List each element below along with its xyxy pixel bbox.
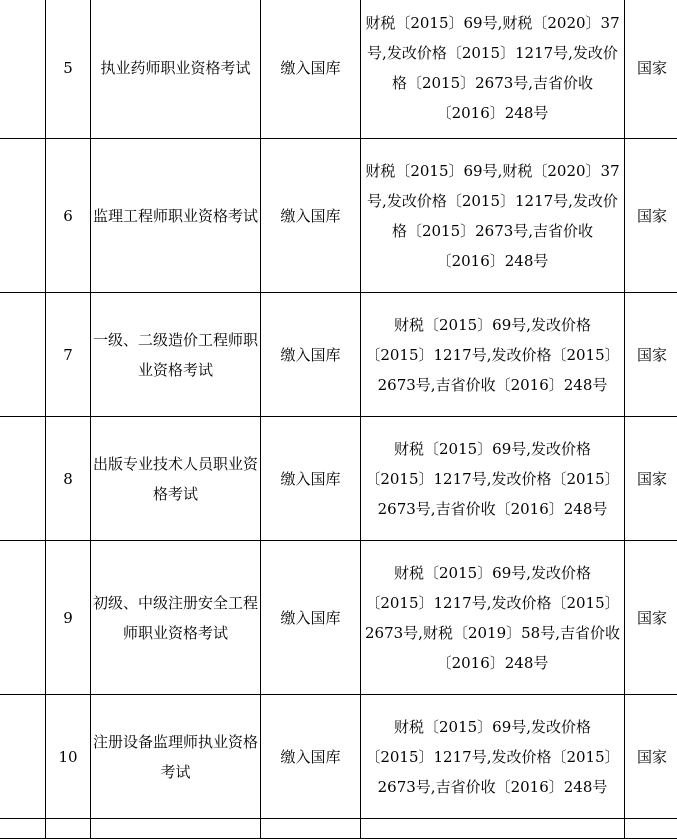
table-row	[0, 541, 677, 695]
row-number: 9	[46, 541, 91, 695]
blank-cell	[0, 0, 46, 139]
row-number: 6	[46, 139, 91, 293]
blank-cell	[0, 695, 46, 819]
level: 国家	[625, 139, 677, 293]
row-number: 5	[46, 0, 91, 139]
table-row	[0, 0, 677, 139]
policy-basis: 财税〔2015〕69号,发改价格〔2015〕1217号,发改价格〔2015〕2673号,财税〔2019〕58号,吉省价收〔2016〕248号	[361, 541, 625, 695]
collection-method: 缴入国库	[261, 541, 361, 695]
blank-cell	[0, 417, 46, 541]
table-row	[0, 293, 677, 417]
exam-name: 监理工程师职业资格考试	[91, 139, 261, 293]
level: 国家	[625, 0, 677, 139]
blank-cell	[625, 819, 677, 839]
blank-cell	[361, 819, 625, 839]
collection-method: 缴入国库	[261, 695, 361, 819]
level: 国家	[625, 541, 677, 695]
blank-cell	[91, 819, 261, 839]
row-number: 7	[46, 293, 91, 417]
collection-method: 缴入国库	[261, 139, 361, 293]
collection-method: 缴入国库	[261, 417, 361, 541]
exam-name: 初级、中级注册安全工程师职业资格考试	[91, 541, 261, 695]
policy-basis: 财税〔2015〕69号,发改价格〔2015〕1217号,发改价格〔2015〕2673号,吉省价收〔2016〕248号	[361, 695, 625, 819]
exam-name: 一级、二级造价工程师职业资格考试	[91, 293, 261, 417]
blank-cell	[0, 139, 46, 293]
table-row	[0, 417, 677, 541]
table-row-partial	[0, 819, 677, 839]
row-number: 8	[46, 417, 91, 541]
collection-method: 缴入国库	[261, 0, 361, 139]
level: 国家	[625, 293, 677, 417]
blank-cell	[0, 541, 46, 695]
exam-name: 执业药师职业资格考试	[91, 0, 261, 139]
policy-basis: 财税〔2015〕69号,财税〔2020〕37号,发改价格〔2015〕1217号,发改价格〔2015〕2673号,吉省价收〔2016〕248号	[361, 139, 625, 293]
row-number: 10	[46, 695, 91, 819]
collection-method: 缴入国库	[261, 293, 361, 417]
blank-cell	[0, 819, 46, 839]
policy-basis: 财税〔2015〕69号,发改价格〔2015〕1217号,发改价格〔2015〕2673号,吉省价收〔2016〕248号	[361, 293, 625, 417]
blank-cell	[0, 293, 46, 417]
table-row	[0, 139, 677, 293]
level: 国家	[625, 417, 677, 541]
exam-name: 出版专业技术人员职业资格考试	[91, 417, 261, 541]
level: 国家	[625, 695, 677, 819]
exam-name: 注册设备监理师执业资格考试	[91, 695, 261, 819]
policy-basis: 财税〔2015〕69号,财税〔2020〕37号,发改价格〔2015〕1217号,发改价格〔2015〕2673号,吉省价收〔2016〕248号	[361, 0, 625, 139]
policy-basis: 财税〔2015〕69号,发改价格〔2015〕1217号,发改价格〔2015〕2673号,吉省价收〔2016〕248号	[361, 417, 625, 541]
blank-cell	[46, 819, 91, 839]
blank-cell	[261, 819, 361, 839]
table-row	[0, 695, 677, 819]
